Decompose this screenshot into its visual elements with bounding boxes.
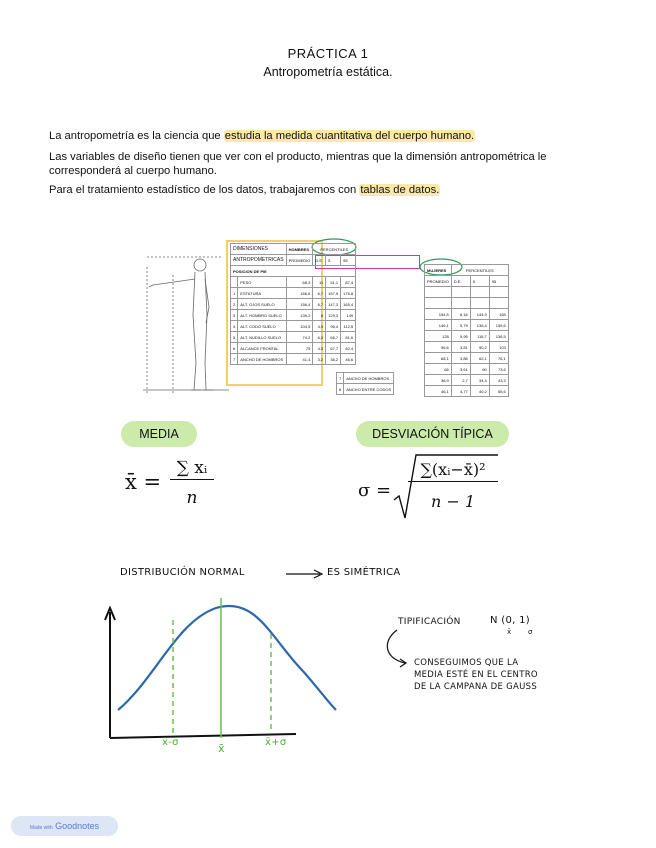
row-value: 6	[313, 310, 326, 321]
women-group-label: MUJERES	[425, 265, 452, 276]
row-value: 68,1	[425, 353, 452, 364]
women-table-row	[425, 320, 509, 331]
mean-formula-lhs: x̄ =	[125, 470, 162, 494]
row-value: 154,5	[425, 309, 452, 320]
row-value: 11	[313, 277, 326, 288]
plus-sigma-label: x̄+σ	[265, 737, 287, 748]
row-number	[231, 277, 238, 288]
row-value: 103	[489, 342, 508, 353]
row-value: 5,79	[451, 320, 470, 331]
intro-line-3-highlight: tablas de datos.	[360, 184, 440, 196]
row-value: 149	[341, 310, 356, 321]
row-value: 73,6	[489, 364, 508, 375]
mean-label-axis: x̄	[218, 742, 225, 755]
row-value: 3,86	[451, 353, 470, 364]
goodnotes-brand: Goodnotes	[55, 821, 100, 831]
row-value: 96,4	[326, 321, 341, 332]
extra-row-num: 7	[337, 373, 344, 384]
made-with-text: Made with	[29, 825, 53, 831]
row-value: 55,6	[489, 386, 508, 397]
women-table-row	[425, 309, 509, 320]
row-dimension-name: ALT. CODO SUELO	[238, 321, 286, 332]
men-percentiles-label: PERCENTILES	[313, 244, 356, 255]
note-line-2: MEDIA ESTÉ EN EL CENTRO	[414, 670, 538, 680]
row-value: 36,2	[326, 354, 341, 365]
row-value: 165,4	[341, 299, 356, 310]
row-value	[451, 298, 470, 309]
row-value: 67,7	[326, 343, 341, 354]
row-value: 128	[425, 331, 452, 342]
men-group-label: HOMBRES	[286, 244, 313, 255]
intro-line-1-text: La antropometría es la ciencia que	[49, 130, 224, 142]
intro-line-3	[49, 184, 549, 198]
row-value: 96,6	[425, 342, 452, 353]
extra-row-num: 8	[337, 384, 344, 395]
men-section-label: POSICION DE PIE	[231, 266, 356, 277]
women-table-row	[425, 353, 509, 364]
row-value: 66	[425, 364, 452, 375]
std-label: DESVIACIÓN TÍPICA	[356, 421, 509, 447]
minus-sigma-label: x̄-σ	[162, 737, 179, 748]
row-dimension-name: PESO	[238, 277, 286, 288]
row-value: 104,5	[286, 321, 313, 332]
row-value: 46,1	[425, 386, 452, 397]
men-col-p95: 95	[341, 255, 356, 266]
women-table-row	[425, 331, 509, 342]
women-table-row	[425, 386, 509, 397]
row-value	[425, 298, 452, 309]
intro-line-2: Las variables de diseño tienen que ver con el producto, mientras que la dimensión antropométrica le corresponderá al cuerpo humano.	[49, 151, 547, 177]
standardization-sub-mean: x̄	[507, 628, 512, 636]
row-value: 144,9	[470, 309, 489, 320]
men-table	[230, 243, 356, 365]
row-value	[425, 287, 452, 298]
intro-line-3-text: Para el tratamiento estadístico de los datos, trabajaremos con	[49, 184, 360, 196]
men-table-row	[231, 343, 356, 354]
women-col-mean: PROMEDIO	[425, 276, 452, 287]
women-col-p95: 95	[489, 276, 508, 287]
arrow-right-icon	[284, 568, 326, 580]
normal-curve-chart	[96, 598, 346, 748]
row-number: 4	[231, 321, 238, 332]
row-value: 66,7	[326, 332, 341, 343]
row-value: 156,4	[286, 299, 313, 310]
std-formula-lhs: σ =	[358, 480, 392, 501]
men-table-row	[231, 354, 356, 365]
row-value: 3,2	[313, 354, 326, 365]
mean-formula-numerator: ∑ xᵢ	[170, 458, 214, 480]
goodnotes-badge[interactable]	[11, 816, 118, 836]
row-value: 118,7	[470, 331, 489, 342]
row-value	[470, 298, 489, 309]
bell-curve	[118, 606, 336, 710]
row-dimension-name: ALT. OJOS SUELO	[238, 299, 286, 310]
row-value	[451, 287, 470, 298]
extra-row-name: ANCHO DE HOMBROS	[344, 373, 394, 384]
row-value: 82,4	[341, 343, 356, 354]
row-value: 3,81	[451, 342, 470, 353]
std-formula-numerator: ∑(xᵢ−x̄)²	[408, 460, 498, 482]
y-axis	[105, 608, 115, 738]
row-number: 7	[231, 354, 238, 365]
women-table-row	[425, 342, 509, 353]
row-value: 6,7	[313, 288, 326, 299]
row-value: 155,6	[489, 320, 508, 331]
row-value: 6,7	[313, 299, 326, 310]
row-dimension-name: ALT. NUDILLO SUELO	[238, 332, 286, 343]
row-value: 146,1	[425, 320, 452, 331]
page-title: PRÁCTICA 1	[287, 46, 369, 61]
row-value: 112,5	[341, 321, 356, 332]
women-table	[424, 264, 509, 397]
row-dimension-name: ESTATURA	[238, 288, 286, 299]
note-line-3: DE LA CAMPANA DE GAUSS	[414, 682, 538, 692]
normal-heading-left: DISTRIBUCIÓN NORMAL	[120, 567, 245, 578]
row-value: 157,9	[326, 288, 341, 299]
row-value: 165	[489, 309, 508, 320]
row-dimension-name: ALT. HOMBRO SUELO	[238, 310, 286, 321]
standardization-formula: N (0, 1)	[490, 615, 530, 626]
row-number: 3	[231, 310, 238, 321]
row-value: 2,7	[451, 375, 470, 386]
mean-label: MEDIA	[121, 421, 197, 447]
standing-person-figure	[143, 245, 233, 395]
row-value: 147,3	[326, 299, 341, 310]
row-value: 62,1	[470, 353, 489, 364]
row-value: 6,16	[451, 309, 470, 320]
women-table-row	[425, 298, 509, 309]
men-col-p5: 5	[326, 255, 341, 266]
row-value: 43,3	[489, 375, 508, 386]
intro-line-1-highlight: estudia la medida cuantitativa del cuerpo humano.	[224, 130, 475, 142]
row-value: 136,5	[489, 331, 508, 342]
row-value: 41,4	[286, 354, 313, 365]
standardization-title: TIPIFICACIÓN	[398, 617, 461, 627]
extra-row-name: ANCHO ENTRE CODOS	[344, 384, 394, 395]
row-value: 4,9	[313, 321, 326, 332]
row-value: 129,3	[326, 310, 341, 321]
intro-line-1	[49, 130, 549, 144]
page-subtitle: Antropometría estática.	[263, 65, 393, 79]
row-number: 6	[231, 343, 238, 354]
women-percentiles-label: PERCENTILES	[451, 265, 508, 276]
men-col-mean: PROMEDIO	[286, 255, 313, 266]
men-table-row	[231, 321, 356, 332]
normal-heading-right: ES SIMÉTRICA	[327, 567, 401, 578]
row-value: 76,1	[489, 353, 508, 364]
row-number: 5	[231, 332, 238, 343]
row-value: 38,9	[425, 375, 452, 386]
row-dimension-name: ANCHO DE HOMBROS	[238, 354, 286, 365]
women-table-row	[425, 375, 509, 386]
row-value	[470, 287, 489, 298]
row-value: 90,2	[470, 342, 489, 353]
row-value: 81,6	[341, 332, 356, 343]
row-number: 2	[231, 299, 238, 310]
row-number: 1	[231, 288, 238, 299]
row-dimension-name: ALCANCE FRONTAL	[238, 343, 286, 354]
row-value: 34,4	[470, 375, 489, 386]
men-table-head-1: DIMENSIONES	[231, 244, 287, 255]
men-table-row	[231, 277, 356, 288]
men-table-head-2: ANTROPOMETRICAS	[231, 255, 287, 266]
women-col-p5: 5	[470, 276, 489, 287]
men-col-sd: D.E.	[313, 255, 326, 266]
men-table-row	[231, 299, 356, 310]
women-table-row	[425, 287, 509, 298]
row-value: 60	[470, 364, 489, 375]
row-value: 46,6	[341, 354, 356, 365]
row-value: 166,6	[286, 288, 313, 299]
row-value: 74,2	[286, 332, 313, 343]
row-value: 51,1	[326, 277, 341, 288]
row-value: 4,77	[451, 386, 470, 397]
std-formula-denominator: n − 1	[430, 492, 476, 511]
row-value: 5,95	[451, 331, 470, 342]
row-value	[489, 287, 508, 298]
men-table-row	[231, 332, 356, 343]
men-table-row	[231, 310, 356, 321]
row-value: 176,8	[341, 288, 356, 299]
row-value: 139,2	[286, 310, 313, 321]
standardization-sub-sd: σ	[528, 628, 533, 636]
mean-formula-denominator: n	[186, 488, 198, 508]
women-table-row	[425, 364, 509, 375]
men-extra-rows	[336, 372, 394, 395]
row-value: 6,5	[313, 332, 326, 343]
row-value: 4,3	[313, 343, 326, 354]
row-value: 40,2	[470, 386, 489, 397]
men-table-row	[231, 288, 356, 299]
standardization-note	[414, 657, 538, 693]
note-line-1: CONSEGUIMOS QUE LA	[414, 658, 519, 668]
row-value: 3,61	[451, 364, 470, 375]
row-value: 68,3	[286, 277, 313, 288]
row-value: 75	[286, 343, 313, 354]
women-col-sd: D.E.	[451, 276, 470, 287]
row-value	[489, 298, 508, 309]
row-value: 136,4	[470, 320, 489, 331]
row-value: 87,4	[341, 277, 356, 288]
